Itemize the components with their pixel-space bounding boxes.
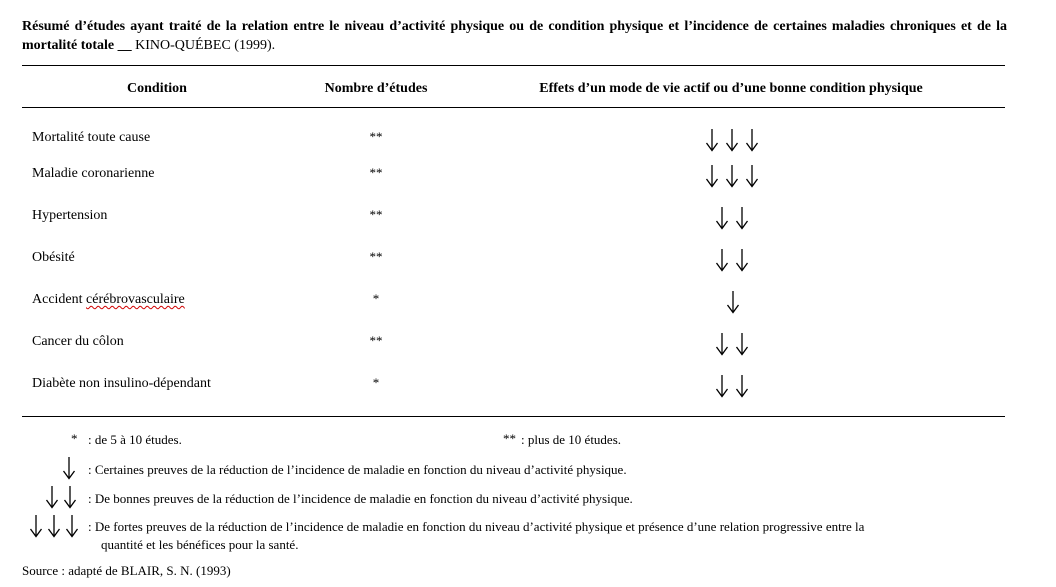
studies-cell: ** bbox=[369, 249, 383, 264]
condition-cell: Obésité bbox=[32, 250, 75, 265]
header-studies: Nombre d’études bbox=[324, 81, 428, 96]
table-header-rule bbox=[22, 107, 1005, 108]
condition-cell: Maladie coronarienne bbox=[32, 166, 155, 181]
condition-cell bbox=[32, 292, 185, 308]
studies-cell: ** bbox=[369, 165, 383, 180]
down-arrows-icon bbox=[29, 514, 81, 538]
down-arrows-icon bbox=[715, 206, 751, 230]
studies-cell: * bbox=[372, 291, 380, 306]
spellcheck-flagged-word: cérébrovasculaire bbox=[86, 292, 185, 307]
down-arrows-icon bbox=[715, 248, 751, 272]
caption-source-ref: KINO-QUÉBEC (1999). bbox=[131, 38, 276, 53]
studies-cell: * bbox=[372, 375, 380, 390]
legend-three-arrow-text-continued: quantité et les bénéfices pour la santé. bbox=[101, 537, 299, 552]
legend-two-star-text: : plus de 10 études. bbox=[521, 432, 622, 447]
legend-two-arrow-text: : De bonnes preuves de la réduction de l’incidence de maladie en fonction du niveau d’activité physique. bbox=[88, 491, 633, 506]
down-arrows-icon bbox=[45, 485, 81, 509]
legend-three-arrow-text: : De fortes preuves de la réduction de l’incidence de maladie en fonction du niveau d’activité physique et présence d’une relation progressive entre la bbox=[88, 519, 865, 534]
down-arrows-icon bbox=[715, 374, 751, 398]
condition-cell: Hypertension bbox=[32, 208, 108, 223]
header-effects: Effets d’un mode de vie actif ou d’une bonne condition physique bbox=[539, 81, 923, 96]
condition-cell: Mortalité toute cause bbox=[32, 130, 151, 145]
down-arrow-icon bbox=[726, 290, 742, 314]
caption-title: Résumé d’études ayant traité de la relation entre le niveau d’activité physique ou de condition physique et l’incidence de certaines maladies chroniques et de la mortalité totale __ bbox=[22, 19, 1007, 53]
header-condition: Condition bbox=[127, 81, 187, 96]
studies-cell: ** bbox=[369, 129, 383, 144]
legend-two-star-key: ** bbox=[503, 431, 516, 446]
table-caption bbox=[22, 17, 1007, 55]
down-arrow-icon bbox=[62, 456, 78, 480]
down-arrows-icon bbox=[715, 332, 751, 356]
table-bottom-rule bbox=[22, 416, 1005, 417]
table-top-rule bbox=[22, 65, 1005, 66]
source-note: Source : adapté de BLAIR, S. N. (1993) bbox=[22, 563, 231, 578]
condition-prefix: Accident bbox=[32, 292, 87, 307]
condition-cell: Diabète non insulino-dépendant bbox=[32, 376, 211, 391]
legend-one-star-key: * bbox=[71, 431, 78, 446]
studies-cell: ** bbox=[369, 207, 383, 222]
legend-one-arrow-text: : Certaines preuves de la réduction de l’incidence de maladie en fonction du niveau d’activité physique. bbox=[88, 462, 627, 477]
down-arrows-icon bbox=[705, 164, 761, 188]
condition-cell: Cancer du côlon bbox=[32, 334, 124, 349]
legend-one-star-text: : de 5 à 10 études. bbox=[88, 432, 182, 447]
studies-cell: ** bbox=[369, 333, 383, 348]
down-arrows-icon bbox=[705, 128, 761, 152]
